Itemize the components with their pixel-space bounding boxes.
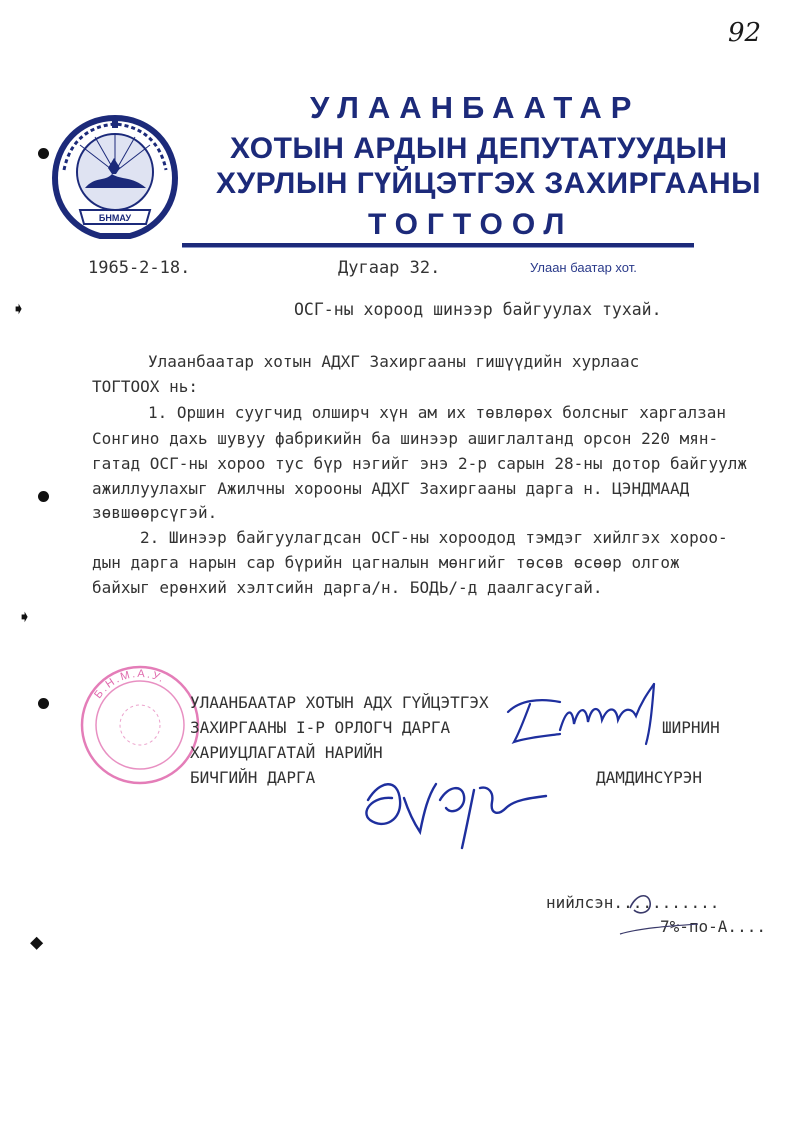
signatory1-title-line1: УЛААНБААТАР ХОТЫН АДХ ГҮЙЦЭТГЭХ [190,693,489,712]
body-line: Улаанбаатар хотын АДХГ Захиргааны гишүүдийн хурлаас [148,352,640,371]
signatory1-name: ШИРНИН [662,718,720,737]
punch-hole [38,148,49,159]
signature-shirnin [508,684,654,744]
footer-line2: 7%-по-А.... [660,917,766,936]
footer-line1: нийлсэн........... [546,893,720,912]
binding-mark-icon: ◆ [30,930,44,955]
footer-handwriting [600,880,710,940]
official-stamp [70,660,210,790]
document-subject: ОСГ-ны хороод шинээр байгуулах тухай. [294,300,662,319]
body-line: ТОГТООХ нь: [92,377,198,396]
page-number: 92 [728,18,762,48]
punch-hole [38,698,49,709]
state-emblem-icon [50,110,180,245]
signatory2-name: ДАМДИНСҮРЭН [596,768,702,787]
binding-mark-icon: ➧ [12,298,26,323]
body-line: дын дарга нарын сар бүрийн цагналын мөнгийг төсөв өсөөр олгож [92,553,680,572]
svg-text:Б.Н.М.А.У.: Б.Н.М.А.У. [92,667,168,701]
body-line: зөвшөөрсүгэй. [92,503,218,522]
document-date: 1965-2-18. [88,258,191,278]
header-city: УЛААНБААТАР [310,90,641,125]
body-line: ажиллуулахыг Ажилчны хорооны АДХГ Захиргааны дарга н. ЦЭНДМААД [92,479,690,498]
binding-mark-icon: ➧ [18,606,32,631]
body-line: 2. Шинээр байгуулагдсан ОСГ-ны хороодод тэмдэг хийлгэх хороо- [140,528,728,547]
body-line: Сонгино дахь шувуу фабрикийн ба шинээр ашиглалтанд орсон 220 мян- [92,429,719,448]
signatory1-title-line2: ЗАХИРГААНЫ I-Р ОРЛОГЧ ДАРГА [190,718,451,737]
signatory2-title-line2: БИЧГИЙН ДАРГА [190,768,316,787]
document-title: ТОГТООЛ [368,208,574,241]
header-rule [182,243,694,248]
header-line2: ХОТЫН АРДЫН ДЕПУТАТУУДЫН [230,132,728,165]
body-line: байхыг ерөнхий хэлтсийн дарга/н. БОДЬ/-д даалгасугай. [92,578,603,597]
signatory2-title-line1: ХАРИУЦЛАГАТАЙ НАРИЙН [190,743,383,762]
punch-hole [38,491,49,502]
document-place: Улаан баатар хот. [530,260,637,275]
signature-damdinsuren [366,784,546,848]
document-number: Дугаар 32. [338,258,441,278]
svg-text:БНМАУ: БНМАУ [98,213,132,223]
header-line3: ХУРЛЫН ГҮЙЦЭТГЭХ ЗАХИРГААНЫ [216,167,762,200]
body-line: 1. Оршин суугчид олширч хүн ам их төвлөрөх болсныг харгалзан [148,403,726,422]
body-line: гатад ОСГ-ны хороо тус бүр нэгийг энэ 2-р сарын 28-ны дотор байгуулж [92,454,748,473]
